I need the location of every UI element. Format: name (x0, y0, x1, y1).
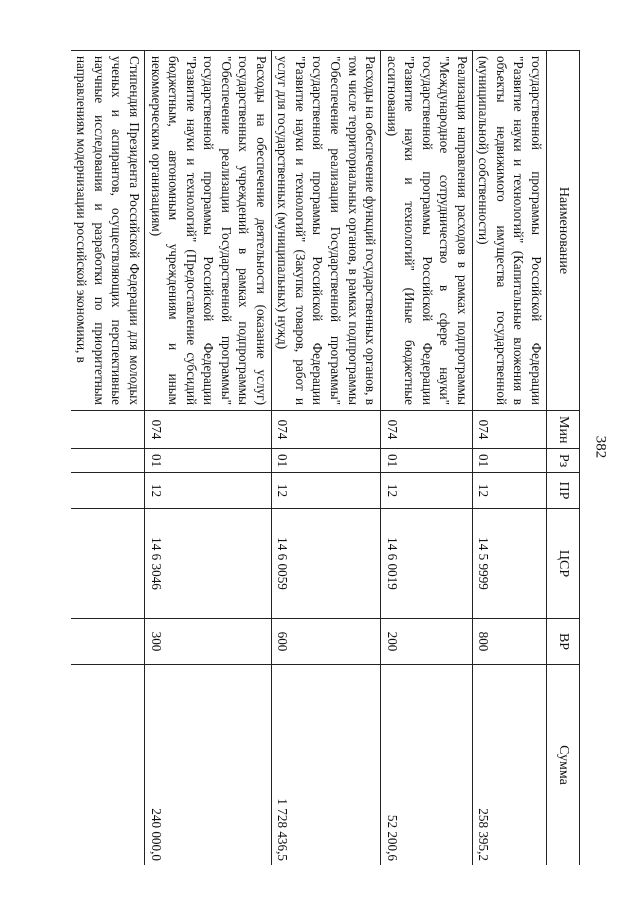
row-sum: 240 000,0 (144, 665, 271, 866)
row-vr: 300 (144, 619, 271, 665)
budget-table (71, 50, 580, 865)
row-name: Расходы на обеспечение функций государственных органов, в том числе территориальных органов, в рамках подпрограммы "Обеспечение реализации Государственной программы" государственной программы Российской Федерации "Развитие науки и технологий" (Закупка товаров, работ и услуг для государственных (муниципальных) нужд) (271, 51, 380, 411)
row-min (71, 411, 145, 449)
row-csr (71, 509, 145, 619)
row-min: 074 (144, 411, 271, 449)
header-sum: Сумма (547, 665, 580, 866)
row-pr: 12 (271, 473, 380, 509)
row-min: 074 (381, 411, 473, 449)
row-sum: 1 728 436,5 (271, 665, 380, 866)
row-min: 074 (472, 411, 546, 449)
table-row (472, 51, 546, 866)
rotated-page-area (60, 50, 580, 865)
table-row (381, 51, 473, 866)
row-pr: 12 (144, 473, 271, 509)
row-csr: 14 6 3046 (144, 509, 271, 619)
header-name: Наименование (547, 51, 580, 411)
row-vr: 600 (271, 619, 380, 665)
header-vr: ВР (547, 619, 580, 665)
row-rz: 01 (144, 449, 271, 473)
row-pr: 12 (472, 473, 546, 509)
table-row (144, 51, 271, 866)
table-header-row (547, 51, 580, 866)
row-rz (71, 449, 145, 473)
row-name: Стипендия Президента Российской Федерации для молодых ученых и аспирантов, осуществляющих перспективные научные исследования и разработки по приоритетным направлениям модернизации российской экономики, в (71, 51, 145, 411)
header-csr: ЦСР (547, 509, 580, 619)
row-csr: 14 6 0019 (381, 509, 473, 619)
header-min: Мин (547, 411, 580, 449)
row-rz: 01 (472, 449, 546, 473)
row-vr: 200 (381, 619, 473, 665)
table-row (71, 51, 145, 866)
row-csr: 14 6 0059 (271, 509, 380, 619)
row-sum: 52 200,6 (381, 665, 473, 866)
row-name: государственной программы Российской Федерации "Развитие науки и технологий" (Капитальные вложения в объекты недвижимого имущества государственной (муниципальной) собственности) (472, 51, 546, 411)
row-min: 074 (271, 411, 380, 449)
page-number: 382 (592, 435, 609, 459)
row-sum (71, 665, 145, 866)
row-rz: 01 (271, 449, 380, 473)
header-rz: Рз (547, 449, 580, 473)
row-rz: 01 (381, 449, 473, 473)
rotated-content (60, 50, 580, 865)
row-vr (71, 619, 145, 665)
header-pr: ПР (547, 473, 580, 509)
row-name: Расходы на обеспечение деятельности (оказание услуг) государственных учреждений в рамках подпрограммы "Обеспечение реализации Государственной программы" государственной программы Российской Федерации "Развитие науки и технологий" (Предоставление субсидий бюджетным, автономным учреждениям и иным некоммерческим организациям) (144, 51, 271, 411)
table-row (271, 51, 380, 866)
row-pr: 12 (381, 473, 473, 509)
row-pr (71, 473, 145, 509)
row-sum: 258 395,2 (472, 665, 546, 866)
row-name: Реализация направления расходов в рамках подпрограммы "Международное сотрудничество в сфере науки" государственной программы Российской Федерации "Развитие науки и технологий" (Иные бюджетные ассигнования) (381, 51, 473, 411)
row-csr: 14 5 9999 (472, 509, 546, 619)
row-vr: 800 (472, 619, 546, 665)
